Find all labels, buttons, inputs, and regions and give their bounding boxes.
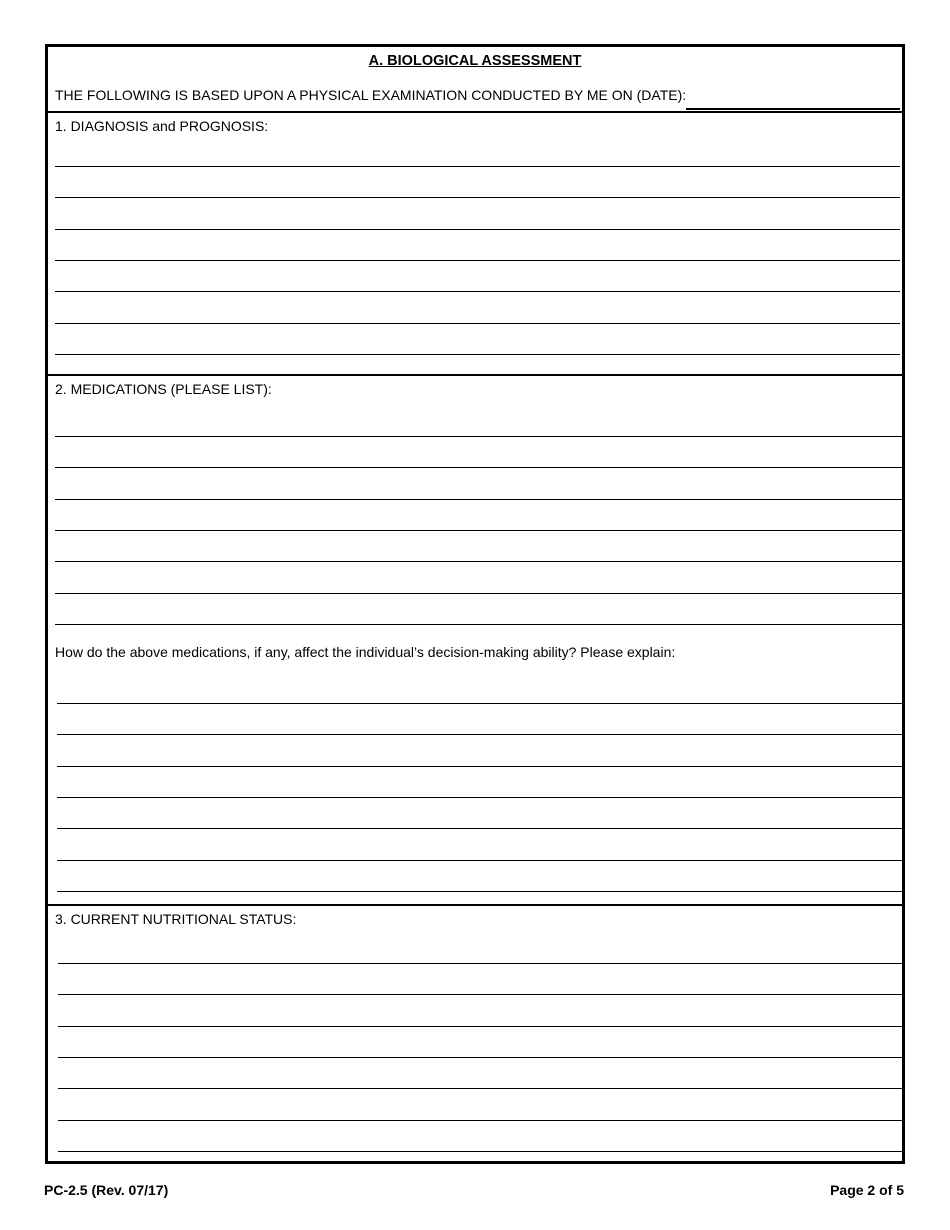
medications-line[interactable] <box>55 624 902 625</box>
medications-line[interactable] <box>55 467 902 468</box>
medications-effect-line[interactable] <box>57 860 902 861</box>
diagnosis-line[interactable] <box>55 197 900 198</box>
medications-line[interactable] <box>55 530 902 531</box>
section-title: A. BIOLOGICAL ASSESSMENT <box>368 53 582 69</box>
diagnosis-line[interactable] <box>55 260 900 261</box>
medications-line[interactable] <box>55 593 902 594</box>
diagnosis-line[interactable] <box>55 323 900 324</box>
medications-effect-line[interactable] <box>57 766 902 767</box>
exam-statement: THE FOLLOWING IS BASED UPON A PHYSICAL EXAMINATION CONDUCTED BY ME ON (DATE): <box>55 87 687 103</box>
section-divider <box>48 374 902 376</box>
nutrition-line[interactable] <box>58 1057 903 1058</box>
page-number: Page 2 of 5 <box>830 1182 904 1198</box>
nutrition-line[interactable] <box>58 1151 903 1152</box>
diagnosis-line[interactable] <box>55 166 900 167</box>
diagnosis-line[interactable] <box>55 229 900 230</box>
nutrition-line[interactable] <box>58 963 903 964</box>
medications-effect-line[interactable] <box>57 891 902 892</box>
section-divider <box>48 111 902 113</box>
diagnosis-line[interactable] <box>55 354 900 355</box>
medications-effect-label: How do the above medications, if any, affect the individual’s decision-making ability? Please explain: <box>55 644 676 660</box>
medications-effect-line[interactable] <box>57 703 902 704</box>
medications-line[interactable] <box>55 499 902 500</box>
medications-effect-line[interactable] <box>57 828 902 829</box>
medications-effect-line[interactable] <box>57 797 902 798</box>
diagnosis-label: 1. DIAGNOSIS and PROGNOSIS: <box>55 118 269 134</box>
form-id: PC-2.5 (Rev. 07/17) <box>44 1182 169 1198</box>
medications-line[interactable] <box>55 436 902 437</box>
medications-line[interactable] <box>55 561 902 562</box>
medications-label: 2. MEDICATIONS (PLEASE LIST): <box>55 381 272 397</box>
exam-date-field[interactable] <box>686 108 900 110</box>
nutrition-line[interactable] <box>58 994 903 995</box>
nutrition-line[interactable] <box>58 1120 903 1121</box>
medications-effect-line[interactable] <box>57 734 902 735</box>
form-frame <box>45 44 905 1164</box>
nutrition-line[interactable] <box>58 1088 903 1089</box>
nutrition-line[interactable] <box>58 1026 903 1027</box>
diagnosis-line[interactable] <box>55 291 900 292</box>
nutrition-label: 3. CURRENT NUTRITIONAL STATUS: <box>55 911 297 927</box>
section-divider <box>48 904 902 906</box>
